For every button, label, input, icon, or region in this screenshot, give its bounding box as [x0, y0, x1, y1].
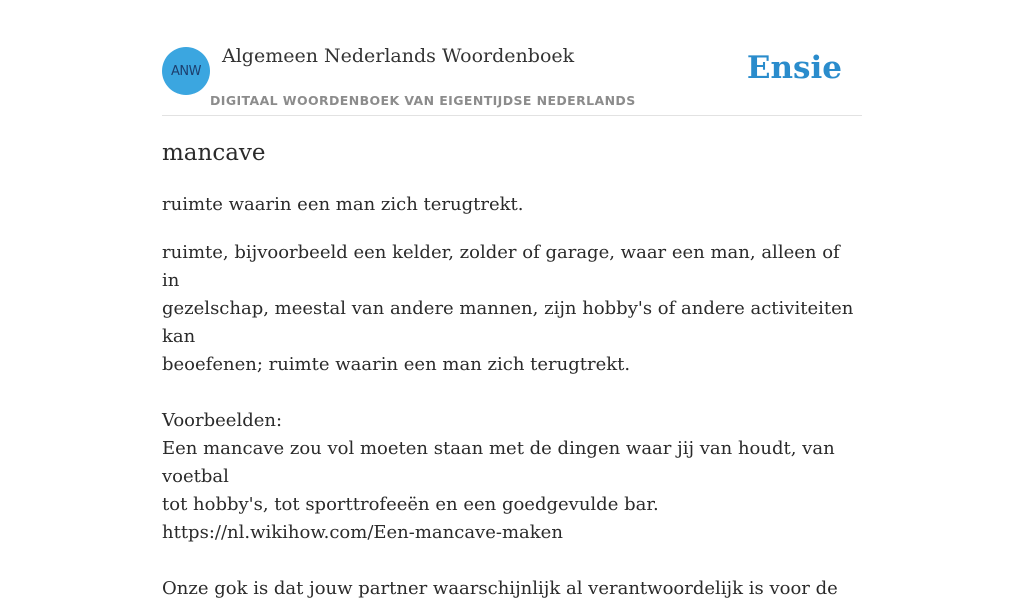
- content-wrapper: [162, 0, 862, 599]
- site-header: [162, 0, 862, 116]
- logo-text: ANW: [171, 63, 201, 79]
- definition-line: gezelschap, meestal van andere mannen, zijn hobby's of andere activiteiten kan: [162, 298, 854, 347]
- site-title[interactable]: Algemeen Nederlands Woordenboek: [222, 45, 575, 67]
- definition-line: beoefenen; ruimte waarin een man zich terugtrekt.: [162, 354, 631, 375]
- examples-label: Voorbeelden:: [162, 410, 283, 431]
- entry-term: mancave: [162, 140, 266, 166]
- example-line: tot hobby's, tot sporttrofeeën en een goedgevulde bar.: [162, 494, 659, 515]
- short-definition: ruimte waarin een man zich terugtrekt.: [162, 194, 524, 215]
- example-source: https://nl.wikihow.com/Een-mancave-maken: [162, 522, 563, 543]
- site-subtitle: DIGITAAL WOORDENBOEK VAN EIGENTIJDSE NEDERLANDS: [210, 93, 636, 108]
- example-line: Een mancave zou vol moeten staan met de dingen waar jij van houdt, van voetbal: [162, 438, 835, 487]
- ensie-brand-link[interactable]: Ensie: [746, 50, 842, 86]
- full-definition-block: [162, 239, 862, 603]
- example-line: Onze gok is dat jouw partner waarschijnlijk al verantwoordelijk is voor de: [162, 578, 838, 599]
- definition-line: ruimte, bijvoorbeeld een kelder, zolder of garage, waar een man, alleen of in: [162, 242, 840, 291]
- spacer: [162, 379, 862, 407]
- anw-logo[interactable]: [162, 47, 210, 95]
- spacer: [162, 547, 862, 575]
